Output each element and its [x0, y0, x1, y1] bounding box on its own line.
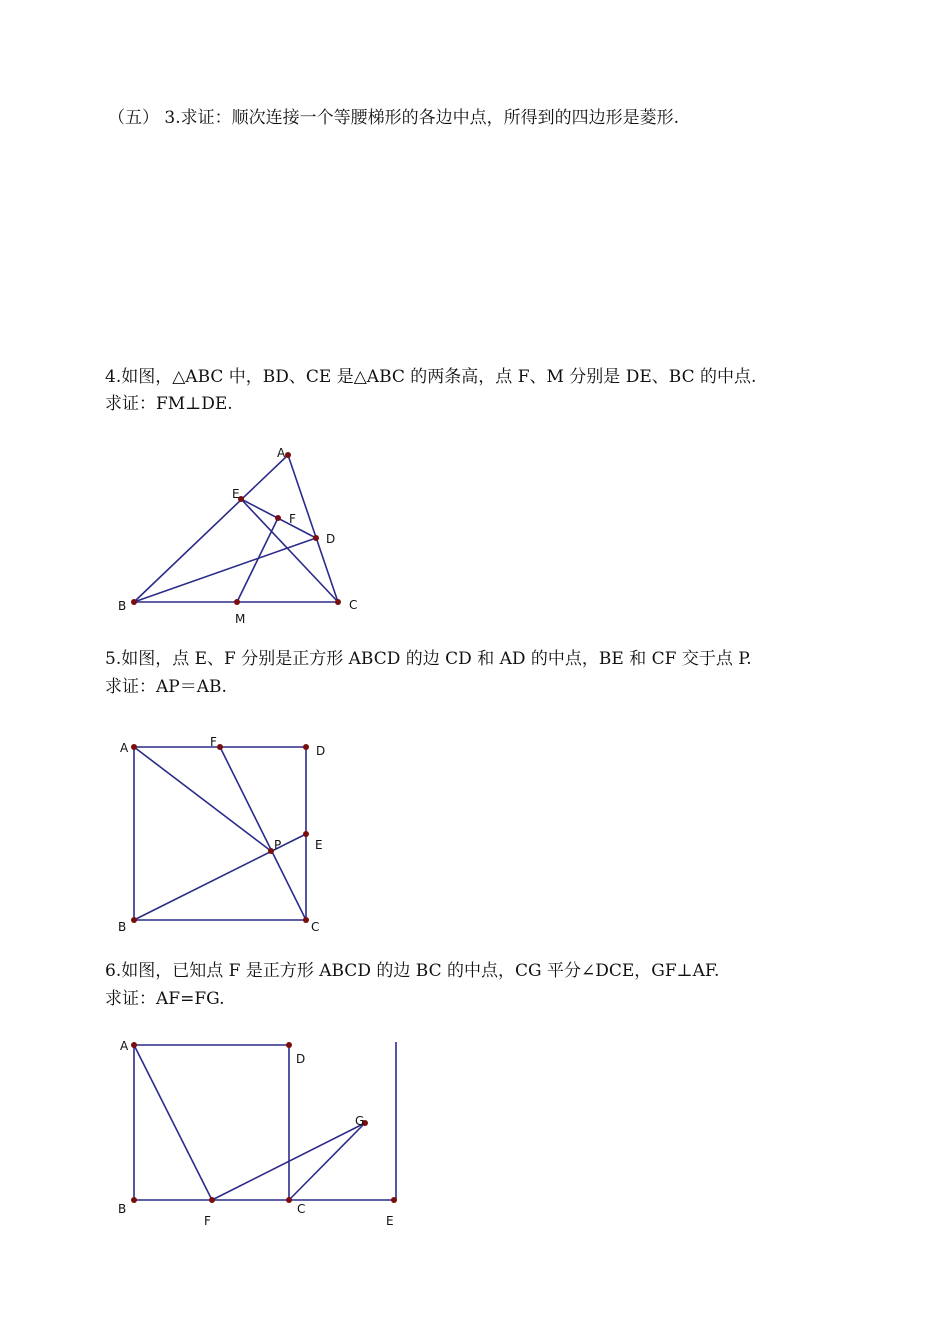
problem-5-claim: 求证：AP＝AB. [105, 677, 227, 697]
point-D [286, 1042, 292, 1048]
label-E: E [315, 838, 323, 852]
label-F: F [210, 735, 217, 749]
label-F: F [204, 1214, 211, 1228]
label-F: F [289, 512, 296, 526]
problem-4-statement: 4.如图，△ABC 中，BD、CE 是△ABC 的两条高，点 F、M 分别是 DE、BC 的中点. [105, 367, 757, 387]
problem-5-statement: 5.如图，点 E、F 分别是正方形 ABCD 的边 CD 和 AD 的中点，BE 和 CF 交于点 P. [105, 649, 752, 669]
point-E [391, 1197, 397, 1203]
label-E: E [232, 487, 240, 501]
label-D: D [296, 1052, 306, 1066]
label-C: C [297, 1202, 306, 1216]
point-A [131, 1042, 137, 1048]
label-G: G [355, 1114, 365, 1128]
problem-4-claim: 求证：FM⊥DE. [105, 394, 233, 414]
point-F [209, 1197, 215, 1203]
problem-6-statement: 6.如图，已知点 F 是正方形 ABCD 的边 BC 的中点，CG 平分∠DCE，GF⊥AF. [105, 961, 720, 981]
label-B: B [118, 1202, 127, 1216]
point-C [286, 1197, 292, 1203]
label-C: C [311, 920, 320, 934]
label-D: D [316, 744, 326, 758]
label-B: B [118, 920, 127, 934]
label-D: D [326, 532, 336, 546]
label-A: A [120, 741, 129, 755]
label-E: E [386, 1214, 394, 1228]
segment-CG [289, 1123, 365, 1200]
label-M: M [235, 612, 246, 626]
label-A: A [277, 446, 286, 460]
problem-6-claim: 求证：AF=FG. [105, 989, 225, 1009]
label-A: A [120, 1039, 129, 1053]
label-C: C [349, 598, 358, 612]
problem-3-text: （五） 3.求证：顺次连接一个等腰梯形的各边中点，所得到的四边形是菱形. [108, 108, 680, 128]
point-B [131, 1197, 137, 1203]
segment-AF [134, 1045, 212, 1200]
label-B: B [118, 599, 127, 613]
label-P: P [274, 838, 282, 852]
